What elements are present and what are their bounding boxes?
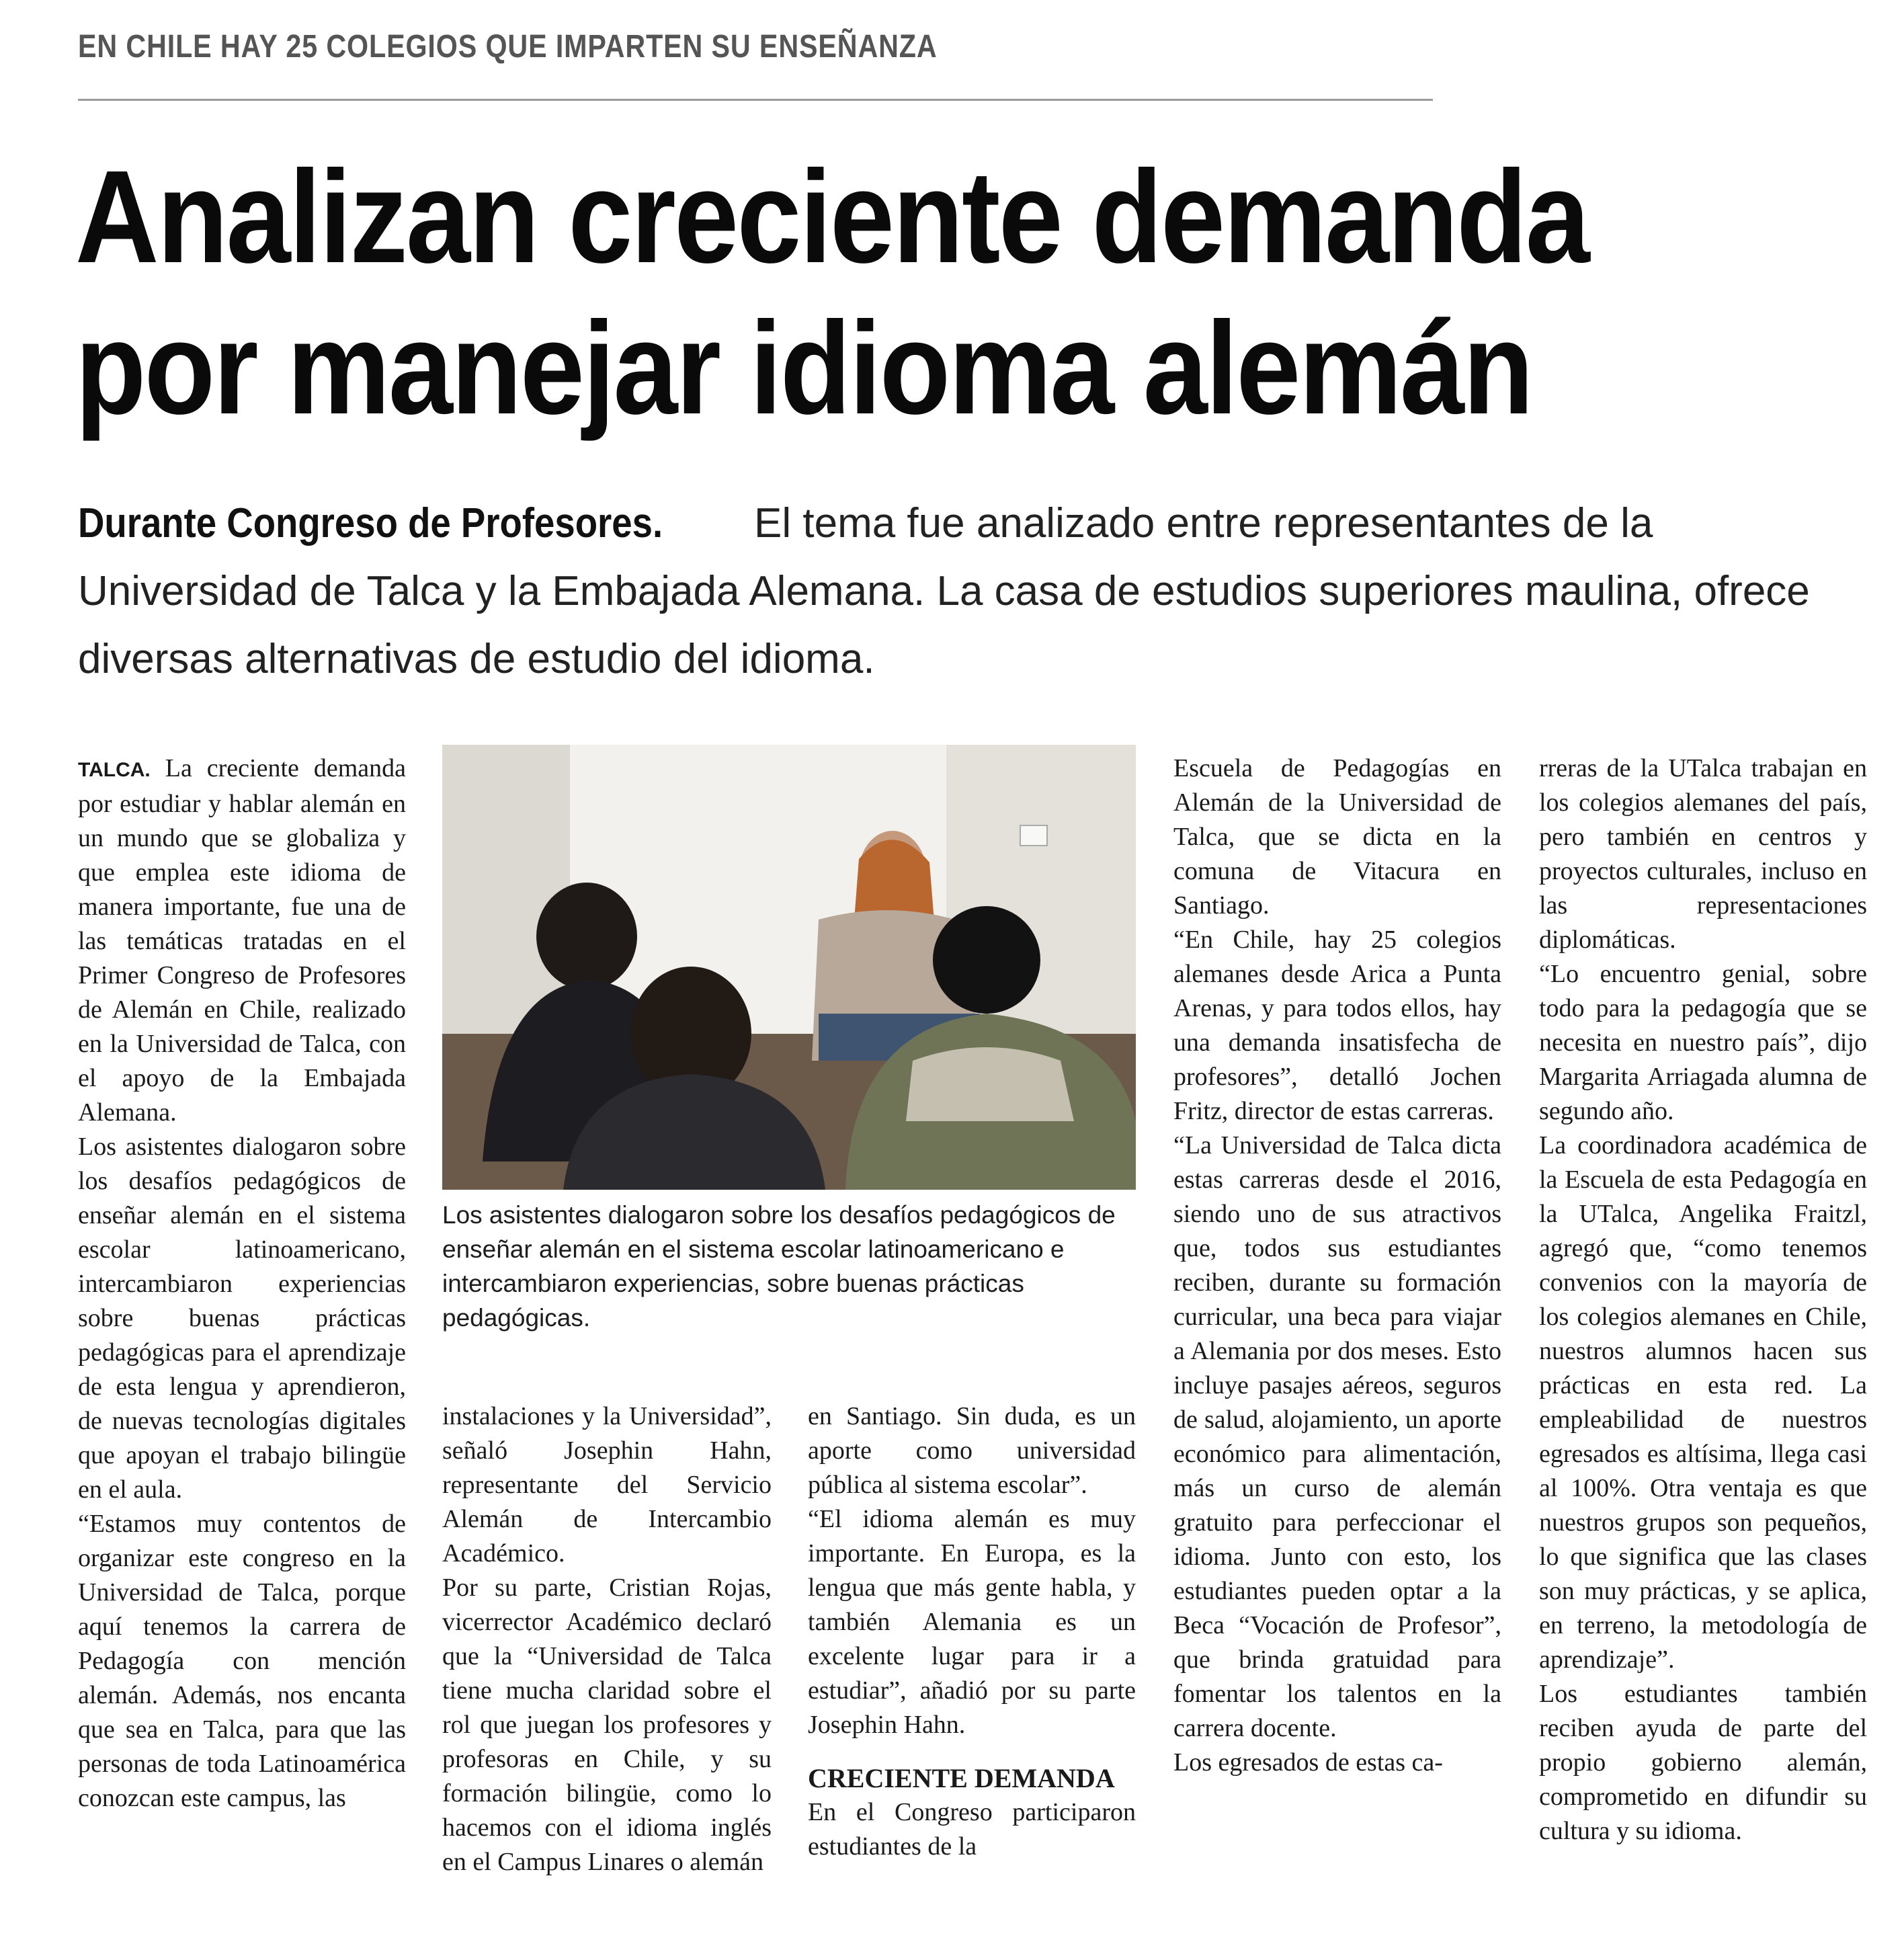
deck: [78, 489, 1852, 693]
paragraph: Los estudiantes también reciben ayuda de parte del propio gobierno alemán, comprometido en difundir su cultura y su idioma.: [1539, 1680, 1867, 1845]
kicker: EN CHILE HAY 25 COLEGIOS QUE IMPARTEN SU ENSEÑANZA: [78, 29, 938, 65]
paragraph: La coordinadora académica de la Escuela de esta Pedagogía en la UTalca, Angelika Fraitzl, agregó que, “como tenemos convenios con la mayoría de los colegios alemanes en Chile, nuestros alumnos hacen sus prácticas en esta red. La empleabilidad de nuestros egresados es altísima, llega casi al 100%. Otra ventaja es que nuestros grupos son pequeños, lo que significa que las clases son muy prácticas, y se aplica, en terreno, la metodología de aprendizaje”.: [1539, 1131, 1867, 1674]
headline: [75, 141, 1588, 444]
paragraph: Los asistentes dialogaron sobre los desafíos pedagógicos de enseñar alemán en el sistema escolar latinoamericano, intercambiaron experiencias sobre buenas prácticas pedagógicas para el aprendizaje de esta lengua y aprendieron, de nuevas tecnologías digitales que apoyan el trabajo bilingüe en el aula.: [78, 1133, 406, 1504]
article-column-3: [808, 1399, 1136, 1864]
article-photo: [442, 745, 1136, 1190]
classroom-photo: [442, 745, 1136, 1190]
paragraph: “Estamos muy contentos de organizar este congreso en la Universidad de Talca, porque aquí tenemos la carrera de Pedagogía con mención alemán. Además, nos encanta que sea en Talca, para que las personas de toda Latinoamérica conozcan este campus, las: [78, 1510, 406, 1812]
paragraph: “En Chile, hay 25 colegios alemanes desde Arica a Punta Arenas, y para todos ellos, hay una demanda insatisfecha de profesores”, detalló Jochen Fritz, director de estas carreras.: [1173, 926, 1501, 1125]
dateline: TALCA.: [78, 759, 151, 781]
article-column-1: [78, 751, 406, 1816]
paragraph: Escuela de Pedagogías en Alemán de la Universidad de Talca, que se dicta en la comuna de Vitacura en Santiago.: [1173, 754, 1501, 920]
deck-text: El tema fue analizado entre representantes de la Universidad de Talca y la Embajada Alemana. La casa de estudios superiores maulina, ofrece diversas alternativas de estudio del idioma.: [78, 500, 1810, 682]
paragraph: “El idioma alemán es muy importante. En Europa, es la lengua que más gente habla, y también Alemania es un excelente lugar para ir a estudiar”, añadió por su parte Josephin Hahn.: [808, 1505, 1136, 1739]
headline-line-2: por manejar idioma alemán: [75, 294, 1532, 442]
divider: [78, 99, 1433, 101]
article-column-5: [1539, 751, 1867, 1848]
paragraph: La creciente demanda por estudiar y hablar alemán en un mundo que se globaliza y que emplea este idioma de manera importante, fue una de las temáticas tratadas en el Primer Congreso de Profesores de Alemán en Chile, realizado en la Universidad de Talca, con el apoyo de la Embajada Alemana.: [78, 754, 406, 1127]
paragraph: “La Universidad de Talca dicta estas carreras desde el 2016, siendo uno de sus atractivos que, todos sus estudiantes reciben, durante su formación curricular, una beca para viajar a Alemania por dos meses. Esto incluye pasajes aéreos, seguros de salud, alojamiento, un aporte económico para alimentación, más un curso de alemán gratuito para perfeccionar el idioma. Junto con esto, los estudiantes pueden optar a la Beca “Vocación de Profesor”, que brinda gratuidad para fomentar los talentos en la carrera docente.: [1173, 1131, 1501, 1742]
paragraph: rreras de la UTalca trabajan en los colegios alemanes del país, pero también en centros y proyectos culturales, incluso en las representaciones diplomáticas.: [1539, 754, 1867, 954]
headline-line-1: Analizan creciente demanda: [75, 143, 1589, 290]
paragraph: Por su parte, Cristian Rojas, vicerrector Académico declaró que la “Universidad de Talca tiene mucha claridad sobre el rol que juegan los profesores y profesoras en Chile, y su formación bilingüe, como lo hacemos con el idioma inglés en el Campus Linares o alemán: [442, 1574, 772, 1876]
photo-caption: Los asistentes dialogaron sobre los desafíos pedagógicos de enseñar alemán en el sistema escolar latinoamericano e intercambiaron experiencias, sobre buenas prácticas pedagógicas.: [442, 1201, 1116, 1332]
subhead: CRECIENTE DEMANDA: [808, 1763, 1115, 1793]
article-column-2: [442, 1399, 772, 1879]
article-column-4: [1173, 751, 1501, 1780]
paragraph: En el Congreso participaron estudiantes de la: [808, 1798, 1136, 1861]
paragraph: instalaciones y la Universidad”, señaló Josephin Hahn, representante del Servicio Alemán de Intercambio Académico.: [442, 1402, 772, 1567]
paragraph: “Lo encuentro genial, sobre todo para la pedagogía que se necesita en nuestro país”, dijo Margarita Arriagada alumna de segundo año.: [1539, 960, 1867, 1125]
deck-lead: Durante Congreso de Profesores.: [78, 500, 663, 546]
paragraph: Los egresados de estas ca-: [1173, 1748, 1443, 1777]
paragraph: en Santiago. Sin duda, es un aporte como universidad pública al sistema escolar”.: [808, 1402, 1136, 1499]
